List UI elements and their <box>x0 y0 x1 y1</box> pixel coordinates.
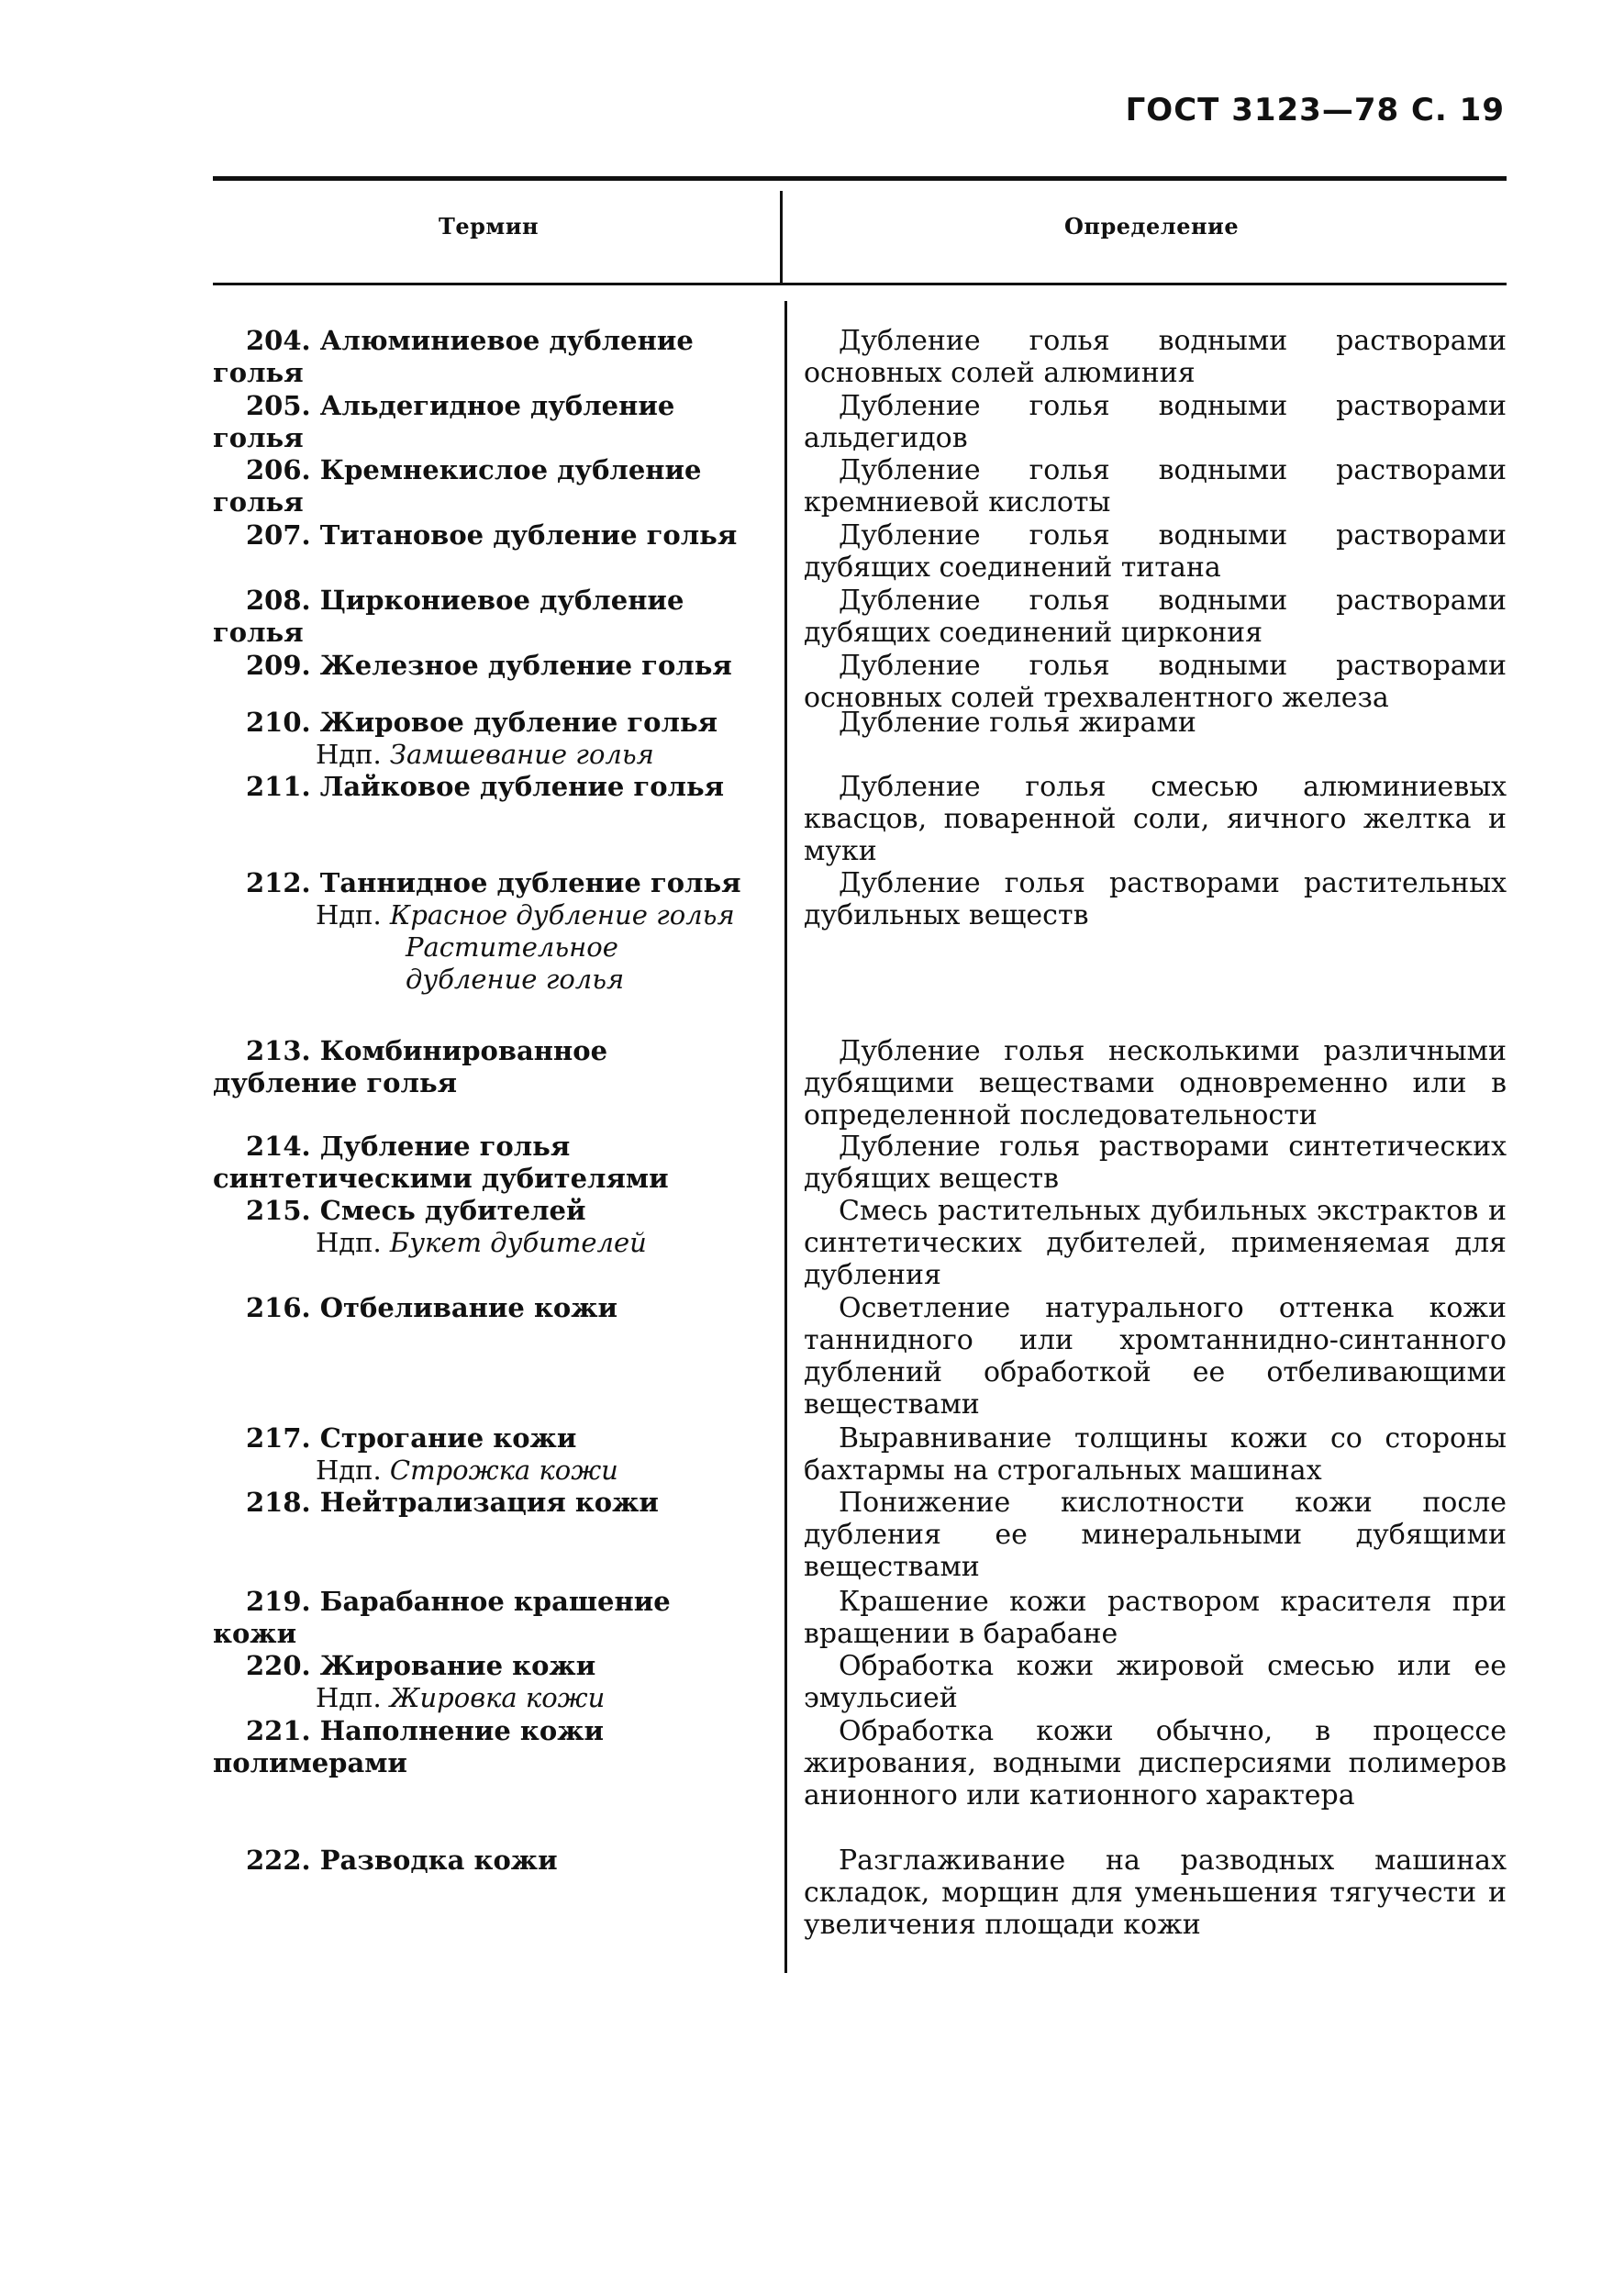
definition-cell: Разглаживание на разводных машинах складок, морщин для уменьшения тягучести и увеличения площади кожи <box>804 1845 1507 1941</box>
deprecated-label: Ндп. <box>316 899 382 931</box>
term-number: 222. <box>246 1845 311 1876</box>
definition-cell: Дубление голья водными растворами основных солей трехвалентного железа <box>804 650 1507 714</box>
term-number: 206. <box>246 454 311 485</box>
term-cell <box>213 1131 754 1195</box>
term-cell <box>213 519 754 552</box>
term-text: Смесь дубителей <box>319 1195 586 1226</box>
definition-cell: Дубление голья растворами растительных дубильных веществ <box>804 867 1507 931</box>
table-top-rule <box>213 176 1507 181</box>
term-number: 218. <box>246 1487 311 1518</box>
term-number: 215. <box>246 1195 311 1226</box>
term-text: Жирование кожи <box>319 1650 596 1681</box>
term-cell <box>213 454 754 518</box>
term-text: Строгание кожи <box>319 1422 577 1454</box>
term-text: Лайковое дубление голья <box>319 771 725 802</box>
definition-cell: Дубление голья смесью алюминиевых квасцов, поваренной соли, яичного желтка и муки <box>804 771 1507 867</box>
term-number: 220. <box>246 1650 311 1681</box>
deprecated-synonym <box>213 1455 754 1487</box>
page-header: ГОСТ 3123—78 С. 19 <box>1125 92 1505 128</box>
term-text: Алюминиевое дубление голья <box>213 325 694 388</box>
definition-cell: Выравнивание толщины кожи со стороны бахтармы на строгальных машинах <box>804 1422 1507 1487</box>
term-number: 217. <box>246 1422 311 1454</box>
deprecated-term-text: Замшевание голья <box>389 739 654 770</box>
term-cell <box>213 585 754 649</box>
definition-cell: Дубление голья растворами синтетических дубящих веществ <box>804 1131 1507 1195</box>
term-number: 210. <box>246 707 311 738</box>
term-text: Отбеливание кожи <box>319 1292 618 1323</box>
term-cell <box>213 1422 754 1487</box>
term-text: Барабанное крашение кожи <box>213 1586 671 1649</box>
term-number: 212. <box>246 867 311 898</box>
term-cell <box>213 1487 754 1519</box>
term-cell <box>213 1845 754 1877</box>
term-number: 214. <box>246 1131 311 1162</box>
term-text: Железное дубление голья <box>319 650 732 681</box>
definition-cell: Обработка кожи жировой смесью или ее эмульсией <box>804 1650 1507 1714</box>
term-cell <box>213 1715 754 1779</box>
term-cell <box>213 1292 754 1324</box>
definition-cell: Дубление голья водными растворами основных солей алюминия <box>804 325 1507 389</box>
definition-cell: Обработка кожи обычно, в процессе жирования, водными дисперсиями полимеров анионного или катионного характера <box>804 1715 1507 1811</box>
term-cell <box>213 650 754 682</box>
term-text: Наполнение кожи полимерами <box>213 1715 604 1778</box>
term-number: 213. <box>246 1035 311 1066</box>
term-number: 208. <box>246 585 311 616</box>
definition-cell: Дубление голья водными растворами альдегидов <box>804 390 1507 454</box>
term-text: Нейтрализация кожи <box>319 1487 659 1518</box>
header-column-divider <box>780 191 783 283</box>
term-number: 216. <box>246 1292 311 1323</box>
term-number: 205. <box>246 390 311 421</box>
definition-cell: Дубление голья несколькими различными дубящими веществами одновременно или в определенной последовательности <box>804 1035 1507 1131</box>
term-cell <box>213 1586 754 1650</box>
deprecated-synonym <box>213 1682 754 1714</box>
table-header-rule <box>213 283 1507 285</box>
deprecated-synonym <box>213 1227 754 1259</box>
term-cell <box>213 1035 754 1099</box>
term-cell <box>213 707 754 771</box>
term-text: Таннидное дубление голья <box>319 867 741 898</box>
term-number: 219. <box>246 1586 311 1617</box>
term-number: 207. <box>246 519 311 551</box>
deprecated-term-text: Красное дубление голья <box>389 899 735 931</box>
deprecated-label: Ндп. <box>316 1682 382 1713</box>
deprecated-term-text: Букет дубителей <box>389 1227 647 1258</box>
deprecated-term-text: Растительное дубление голья <box>406 931 625 995</box>
term-number: 221. <box>246 1715 311 1746</box>
deprecated-synonym <box>213 739 754 771</box>
term-cell <box>213 1650 754 1714</box>
deprecated-label: Ндп. <box>316 739 382 770</box>
term-text: Кремнекислое дубление голья <box>213 454 702 518</box>
term-text: Дубление голья синтетическими дубителями <box>213 1131 669 1194</box>
term-text: Циркониевое дубление голья <box>213 585 684 648</box>
body-column-divider <box>784 301 787 1973</box>
column-header-definition: Определение <box>1064 213 1240 240</box>
term-cell <box>213 771 754 803</box>
definition-cell: Дубление голья жирами <box>839 707 1196 739</box>
definition-cell: Дубление голья водными растворами кремниевой кислоты <box>804 454 1507 518</box>
definition-cell: Смесь растительных дубильных экстрактов и синтетических дубителей, применяемая для дубления <box>804 1195 1507 1291</box>
term-text: Комбинированное дубление голья <box>213 1035 608 1098</box>
term-cell <box>213 1195 754 1259</box>
definition-cell: Понижение кислотности кожи после дубления ее минеральными дубящими веществами <box>804 1487 1507 1583</box>
term-cell <box>213 390 754 454</box>
term-text: Альдегидное дубление голья <box>213 390 675 453</box>
term-number: 209. <box>246 650 311 681</box>
deprecated-synonym <box>213 931 754 996</box>
deprecated-label: Ндп. <box>316 1227 382 1258</box>
definition-cell: Крашение кожи раствором красителя при вращении в барабане <box>804 1586 1507 1650</box>
term-cell <box>213 867 754 996</box>
definition-cell: Дубление голья водными растворами дубящих соединений циркония <box>804 585 1507 649</box>
column-header-term: Термин <box>439 213 539 240</box>
term-text: Разводка кожи <box>319 1845 558 1876</box>
deprecated-term-text: Строжка кожи <box>389 1455 618 1486</box>
term-text: Титановое дубление голья <box>319 519 738 551</box>
term-number: 211. <box>246 771 311 802</box>
deprecated-synonym <box>213 899 754 931</box>
deprecated-term-text: Жировка кожи <box>389 1682 606 1713</box>
term-cell <box>213 325 754 389</box>
definition-cell: Дубление голья водными растворами дубящих соединений титана <box>804 519 1507 584</box>
term-number: 204. <box>246 325 311 356</box>
deprecated-label: Ндп. <box>316 1455 382 1486</box>
term-text: Жировое дубление голья <box>319 707 718 738</box>
definition-cell: Осветление натурального оттенка кожи таннидного или хромтаннидно-синтанного дублений обработкой ее отбеливающими веществами <box>804 1292 1507 1421</box>
